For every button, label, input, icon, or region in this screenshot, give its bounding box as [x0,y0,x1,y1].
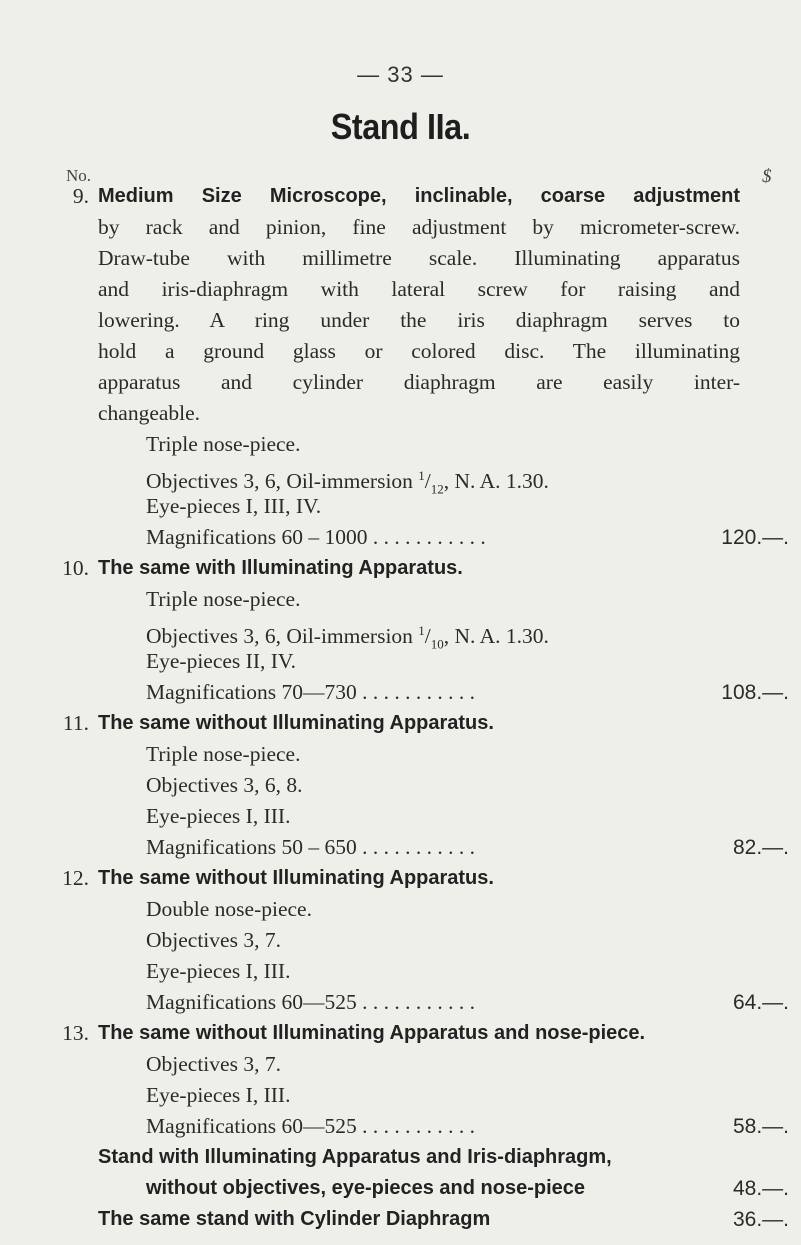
item-description: apparatus and cylinder diaphragm are easily inter- [98,370,740,394]
column-header-number: No. [66,166,92,185]
item-number: 13. [62,1021,89,1045]
item-number: 12. [62,866,89,890]
item-eyepieces: Eye-pieces I, III, IV. [146,494,322,518]
item-description: by rack and pinion, fine adjustment by micrometer-screw. [98,215,740,239]
extra-item [0,1142,801,1173]
list-item [0,553,801,584]
item-price: 82.—. [732,836,789,859]
item-eyepieces: Eye-pieces I, III. [146,959,291,983]
extra-item-line: Stand with Illuminating Apparatus and Iris-diaphragm, [98,1146,612,1168]
item-name: The same without Illuminating Apparatus. [98,867,494,889]
item-nosepiece: Triple nose-piece. [146,587,301,611]
item-eyepieces: Eye-pieces I, III. [146,1083,291,1107]
item-description: lowering. A ring under the iris diaphragm serves to [98,308,740,332]
item-description: hold a ground glass or colored disc. The illuminating [98,339,740,363]
dot-leader: . . . . . . . . . . . [362,680,476,704]
extra-item-price: 48.—. [732,1177,789,1200]
list-item [0,181,801,212]
item-objectives: Objectives 3, 6, 8. [146,773,303,797]
item-name: The same with Illuminating Apparatus. [98,557,463,579]
item-description: changeable. [98,401,201,425]
item-price: 58.—. [732,1115,789,1138]
item-eyepieces: Eye-pieces I, III. [146,804,291,828]
dot-leader: . . . . . . . . . . . [362,1114,476,1138]
item-name: The same without Illuminating Apparatus. [98,712,494,734]
extra-item-line: The same stand with Cylinder Diaphragm [98,1208,491,1230]
item-magnifications: Magnifications 60—525 . . . . . . . . . . . [146,1114,476,1138]
item-price: 64.—. [732,991,789,1014]
dot-leader: . . . . . . . . . . . [362,990,476,1014]
item-description: Draw-tube with millimetre scale. Illuminating apparatus [98,246,740,270]
page-title: Stand IIa. [330,106,471,147]
list-item [0,1018,801,1049]
extra-item [0,1204,801,1235]
item-nosepiece: Double nose-piece. [146,897,312,921]
dot-leader: . . . . . . . . . . . [372,525,486,549]
item-price: 108.—. [721,681,789,704]
item-price: 120.—. [721,526,789,549]
item-eyepieces: Eye-pieces II, IV. [146,649,297,673]
list-item [0,863,801,894]
item-nosepiece: Triple nose-piece. [146,432,301,456]
dot-leader: . . . . . . . . . . . [362,835,476,859]
item-magnifications: Magnifications 70—730 . . . . . . . . . . . [146,680,476,704]
extra-item-price: 36.—. [732,1208,789,1231]
item-magnifications: Magnifications 60 – 1000 . . . . . . . . . . . [146,525,486,549]
column-header-price: $ [762,166,772,187]
item-magnifications: Magnifications 60—525 . . . . . . . . . . . [146,990,476,1014]
item-nosepiece: Triple nose-piece. [146,742,301,766]
item-objectives: Objectives 3, 6, Oil-immersion $^1/_{10}$, N. A. 1.30. [146,623,549,652]
item-number: 9. [72,184,89,208]
item-objectives: Objectives 3, 7. [146,928,281,952]
item-magnifications: Magnifications 50 – 650 . . . . . . . . . . . [146,835,476,859]
item-objectives: Objectives 3, 6, Oil-immersion $^1/_{12}$, N. A. 1.30. [146,468,549,497]
item-objectives: Objectives 3, 7. [146,1052,281,1076]
item-name: Medium Size Microscope, inclinable, coarse adjustment [98,185,740,207]
page-number: — 33 — [357,62,444,87]
item-number: 11. [62,711,89,735]
item-name: The same without Illuminating Apparatus and nose-piece. [98,1022,646,1044]
extra-item-line: without objectives, eye-pieces and nose-piece [146,1177,586,1199]
item-description: and iris-diaphragm with lateral screw for raising and [98,277,740,301]
list-item [0,708,801,739]
item-number: 10. [62,556,89,580]
